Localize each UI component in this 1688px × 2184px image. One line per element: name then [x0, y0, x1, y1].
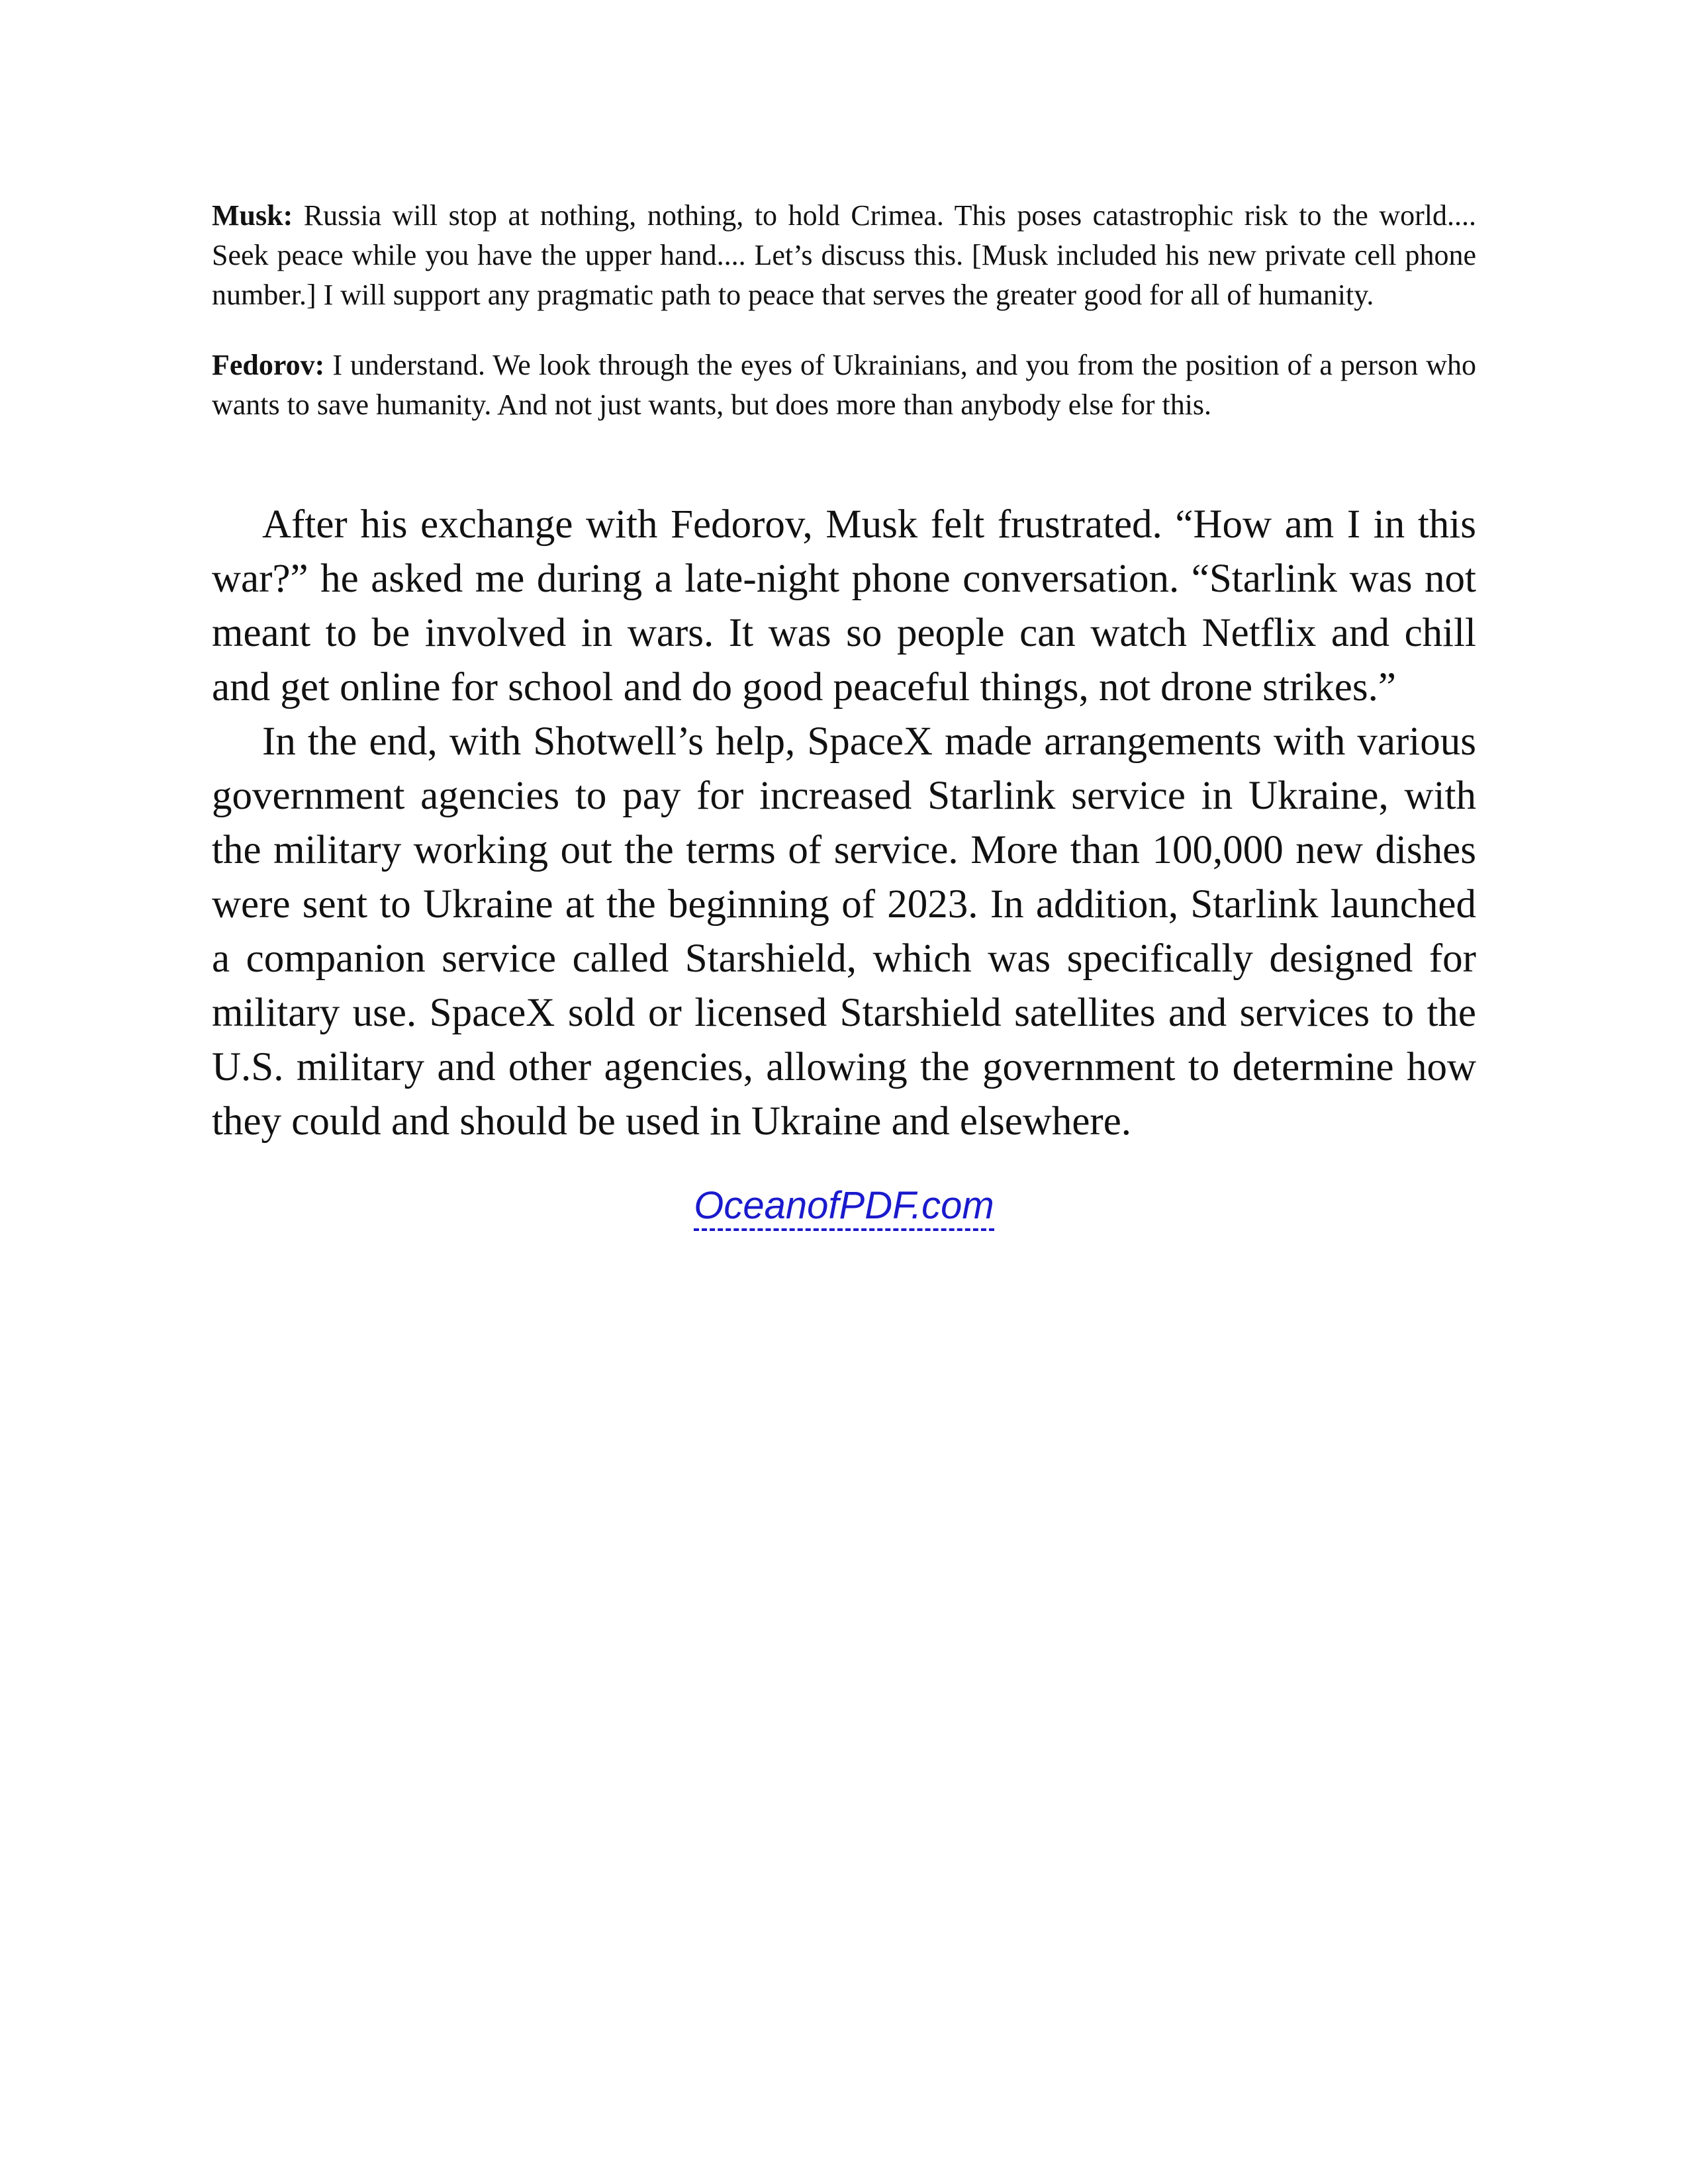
body-paragraph: In the end, with Shotwell’s help, SpaceX made arrangements with various government agencies to pay for increased Starlink service in Ukraine, with the military working out the terms of service. More than 100,000 new dishes were sent to Ukraine at the beginning of 2023. In addition, Starlink launched a companion service called Starshield, which was specifically designed for military use. SpaceX sold or licensed Starshield satellites and services to the U.S. military and other agencies, allowing the government to determine how they could and should be used in Ukraine and elsewhere. — [212, 719, 1476, 1144]
quoted-exchange — [212, 196, 1476, 425]
exchange-musk — [212, 196, 1476, 315]
body-text — [212, 498, 1476, 1149]
speaker-label: Fedorov: — [212, 349, 325, 381]
document-page — [212, 196, 1476, 1228]
source-link[interactable]: OceanofPDF.com — [694, 1184, 994, 1231]
body-paragraph: After his exchange with Fedorov, Musk felt frustrated. “How am I in this war?” he asked me during a late-night phone conversation. “Starlink was not meant to be involved in wars. It was so people can watch Netflix and chill and get online for school and do good peaceful things, not drone strikes.” — [212, 502, 1476, 709]
speaker-label: Musk: — [212, 199, 293, 232]
exchange-text: I understand. We look through the eyes of Ukrainians, and you from the position of a person who wants to save humanity. And not just wants, but does more than anybody else for this. — [212, 349, 1477, 421]
footer — [212, 1183, 1476, 1228]
exchange-text: Russia will stop at nothing, nothing, to hold Crimea. This poses catastrophic risk to the world.... Seek peace while you have the upper hand.... Let’s discuss this. [Musk included his new private cell phone number.] I will support any pragmatic path to peace that serves the greater good for all of humanity. — [212, 199, 1477, 311]
exchange-fedorov — [212, 345, 1476, 425]
